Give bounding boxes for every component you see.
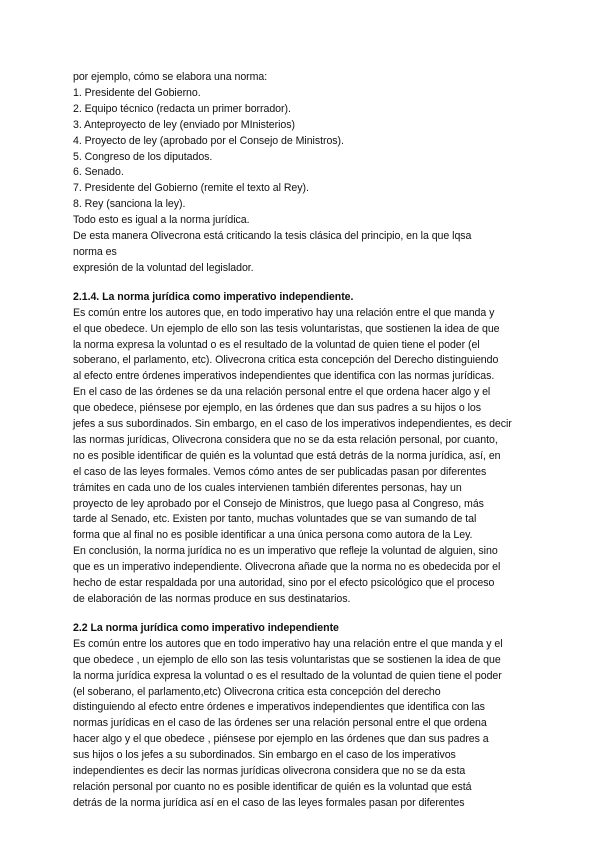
paragraph-line: trámites en cada uno de los cuales intervienen también diferentes personas, hay un [73, 481, 462, 494]
paragraph-line: distinguiendo al efecto entre órdenes e imperativos independientes que identifica con las [73, 701, 485, 714]
paragraph-line: En conclusión, la norma jurídica no es un imperativo que refleje la voluntad de alguien, sino [73, 545, 498, 558]
intro-closing-line: norma es [73, 245, 117, 258]
intro-closing-line: expresión de la voluntad del legislador. [73, 261, 254, 274]
paragraph-line: relación personal por cuanto no es posible identificar de quién es la voluntad que está [73, 780, 472, 793]
paragraph-line: detrás de la norma jurídica así en el caso de las leyes formales pasan por diferentes [73, 796, 465, 809]
section-2-2 [73, 621, 533, 812]
paragraph-line: al efecto entre órdenes imperativos independientes que identifica con las normas jurídicas. [73, 370, 495, 383]
step-item: 5. Congreso de los diputados. [73, 150, 213, 163]
paragraph-line: que obedece , un ejemplo de ello son las tesis voluntaristas que se sostienen la idea de que [73, 653, 501, 666]
paragraph-line: que obedece, piénsese por ejemplo, en las órdenes que dan sus padres a su hijos o los [73, 402, 482, 415]
step-item: 8. Rey (sanciona la ley). [73, 198, 186, 211]
paragraph-line: tarde al Senado, etc. Existen por tanto, muchas voluntades que se van sumando de tal [73, 513, 477, 526]
paragraph-line: forma que al final no es posible identificar a una única persona como autora de la Ley. [73, 529, 473, 542]
section-heading: 2.2 La norma jurídica como imperativo independiente [73, 621, 339, 634]
intro-closing-line: De esta manera Olivecrona está criticando la tesis clásica del principio, en la que lqsa [73, 230, 472, 243]
paragraph-line: En el caso de las órdenes se da una relación personal entre el que ordena hacer algo y el [73, 386, 491, 399]
step-item: 7. Presidente del Gobierno (remite el texto al Rey). [73, 182, 309, 195]
intro-block [73, 70, 533, 277]
section-heading: 2.1.4. La norma jurídica como imperativo independiente. [73, 290, 354, 303]
paragraph-line: proyecto de ley aprobado por el Consejo de Ministros, que luego pasa al Congreso, más [73, 497, 484, 510]
paragraph-line: el caso de las leyes formales. Vemos cómo antes de ser publicadas pasan por diferentes [73, 465, 487, 478]
paragraph-line: sus hijos o los jefes a su subordinados. Sin embargo en el caso de los imperativos [73, 749, 456, 762]
paragraph-line: (el soberano, el parlamento,etc) Olivecrona critica esta concepción del derecho [73, 685, 441, 698]
paragraph-line: la norma jurídica expresa la voluntad o es el resultado de la voluntad de quien tiene el poder [73, 669, 502, 682]
section-gap [73, 277, 533, 290]
step-item: 4. Proyecto de ley (aprobado por el Consejo de Ministros). [73, 134, 344, 147]
paragraph-line: hecho de estar respaldada por una autoridad, sino por el efecto psicológico que el proceso [73, 577, 495, 590]
paragraph-line: hacer algo y el que obedece , piénsese por ejemplo en las órdenes que dan sus padres a [73, 733, 489, 746]
intro-closing-line: Todo esto es igual a la norma jurídica. [73, 214, 250, 227]
paragraph-line: de elaboración de las normas produce en sus destinatarios. [73, 593, 351, 605]
paragraph-line: la norma expresa la voluntad o es el resultado de la voluntad de quien tiene el poder (el [73, 338, 480, 351]
paragraph-line: el que obedece. Un ejemplo de ello son las tesis voluntaristas, que sostienen la idea de que [73, 322, 500, 335]
section-2-1-4 [73, 290, 533, 608]
document-page [73, 70, 533, 812]
paragraph-line: las normas jurídicas, Olivecrona considera que no se da esta relación personal, por cuanto, [73, 433, 498, 446]
step-item: 1. Presidente del Gobierno. [73, 86, 201, 99]
step-item: 3. Anteproyecto de ley (enviado por MInisterios) [73, 118, 295, 131]
paragraph-line: soberano, el parlamento, etc). Olivecrona critica esta concepción del Derecho distinguiendo [73, 354, 499, 367]
section-gap [73, 608, 533, 621]
paragraph-line: independientes es decir las normas jurídicas olivecrona considera que no se da esta [73, 765, 466, 778]
paragraph-line: normas jurídicas en el caso de las órdenes ser una relación personal entre el que ordena [73, 717, 487, 730]
paragraph-line: no es posible identificar de quién es la voluntad que está detrás de la norma jurídica, así, en [73, 449, 501, 462]
intro-lead: por ejemplo, cómo se elabora una norma: [73, 71, 268, 83]
step-item: 2. Equipo técnico (redacta un primer borrador). [73, 102, 291, 115]
step-item: 6. Senado. [73, 166, 124, 179]
paragraph-line: jefes a sus subordinados. Sin embargo, en el caso de los imperativos independientes, es decir [73, 418, 512, 431]
paragraph-line: que es un imperativo independiente. Olivecrona añade que la norma no es obedecida por el [73, 561, 501, 574]
paragraph-line: Es común entre los autores que en todo imperativo hay una relación entre el que manda y el [73, 637, 503, 650]
paragraph-line: Es común entre los autores que, en todo imperativo hay una relación entre el que manda y [73, 306, 495, 319]
